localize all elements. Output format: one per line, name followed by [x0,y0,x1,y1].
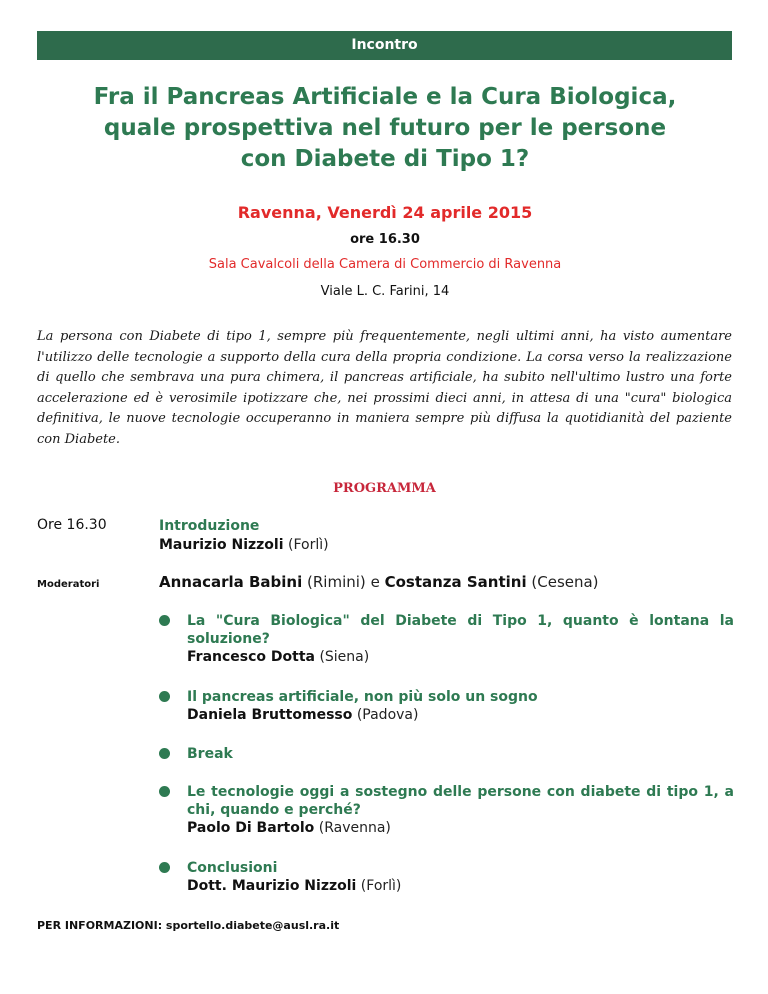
moderator-name: Annacarla Babini [159,573,303,591]
intro-paragraph: La persona con Diabete di tipo 1, sempre più frequentemente, negli ultimi anni, ha visto aumentare l'utilizzo delle tecnologie a supporto della cura della propria condizione. La corsa verso la realizzazione di quello che sembrava una pura chimera, il pancreas artificiale, ha subito nell'ultimo lustro una forte accelerazione ed è verosimile ipotizzare che, nei prossimi dieci anni, in attesa di una "cura" biologica definitiva, le nuove tecnologie occuperanno in maniera sempre più diffusa la quotidianità del paziente con Diabete. [37,329,732,447]
programme-item-speaker: Paolo Di Bartolo [187,820,315,836]
event-venue: Sala Cavalcoli della Camera di Commercio di Ravenna [208,257,562,272]
programme-item-place: (Forlì) [360,878,402,894]
moderators-label: Moderatori [37,579,100,590]
bullet-icon [159,748,170,759]
programme-item [159,612,734,666]
opening-content [159,517,734,555]
programme-heading: PROGRAMMA [333,481,436,496]
event-time: ore 16.30 [350,232,420,247]
opening-time-label: Ore 16.30 [37,517,107,533]
event-address: Viale L. C. Farini, 14 [320,284,450,299]
title-line: con Diabete di Tipo 1? [240,146,530,172]
bullet-icon [159,862,170,873]
title-line: quale prospettiva nel futuro per le persone [103,115,667,141]
title-line: Fra il Pancreas Artificiale e la Cura Biologica, [93,84,677,110]
programme-item-speaker: Daniela Bruttomesso [187,707,353,723]
programme-item [159,783,734,837]
page-title [40,82,730,175]
bullet-icon [159,615,170,626]
contact-info: PER INFORMAZIONI: sportello.diabete@ausl.ra.it [37,919,340,932]
moderators-joiner: e [370,573,380,591]
programme-item [159,859,734,895]
moderator-place: (Rimini) [307,573,366,591]
opening-topic: Introduzione [159,518,260,534]
programme-item-place: (Siena) [319,649,370,665]
programme-item-place: (Padova) [356,707,419,723]
programme-item-speaker: Dott. Maurizio Nizzoli [187,878,357,894]
programme-item [159,745,734,763]
moderators-content [159,573,734,592]
bullet-icon [159,691,170,702]
opening-speaker-place: (Forlì) [287,537,329,553]
programme-item-speaker: Francesco Dotta [187,649,315,665]
opening-speaker: Maurizio Nizzoli [159,537,284,553]
programme-item-place: (Ravenna) [318,820,391,836]
bullet-icon [159,786,170,797]
moderator-name: Costanza Santini [384,573,527,591]
programme-item-topic: Il pancreas artificiale, non più solo un sogno [187,689,538,705]
event-city-date: Ravenna, Venerdì 24 aprile 2015 [237,203,533,222]
programme-item-topic: La "Cura Biologica" del Diabete di Tipo 1, quanto è lontana la soluzione? [187,613,734,647]
programme-item-topic: Le tecnologie oggi a sostegno delle persone con diabete di tipo 1, a chi, quando e perché? [187,784,734,818]
programme-item-topic: Break [187,746,233,762]
header-banner: Incontro [37,31,732,60]
programme-item-topic: Conclusioni [187,860,278,876]
programme-item [159,688,734,724]
moderator-place: (Cesena) [531,573,599,591]
